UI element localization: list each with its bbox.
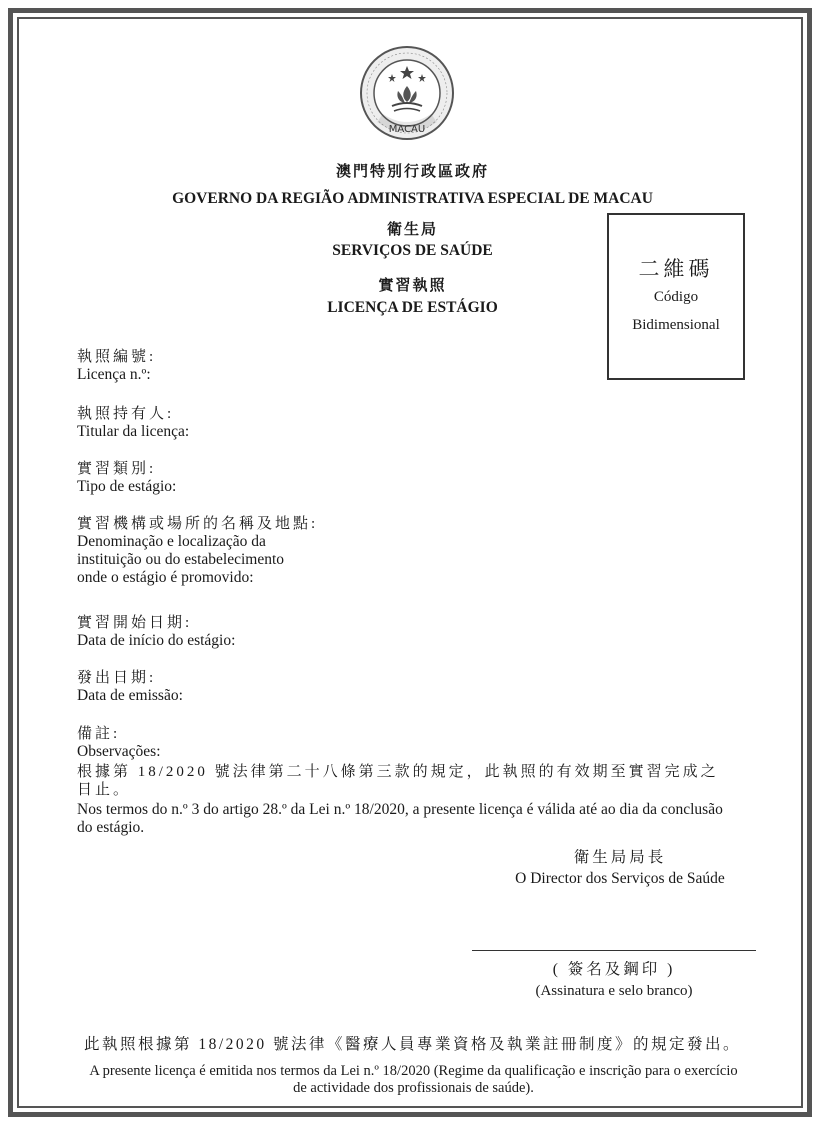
remarks-text-zh-1: 根據第 18/2020 號法律第二十八條第三款的規定，此執照的有效期至實習完成之 [77,764,719,780]
signature-line [472,950,756,951]
field-label-zh: 備註: [77,726,121,742]
field-label-pt: Data de emissão: [77,687,183,704]
field-issue-date [77,669,183,705]
field-internship-type [77,460,176,496]
remarks-text-pt-1: Nos termos do n.º 3 do artigo 28.º da Lei n.º 18/2020, a presente licença é válida até ao dia da conclusão [77,801,723,818]
field-label-zh: 實習開始日期: [77,615,193,631]
department-name-zh: 衛生局 [386,222,438,238]
qr-code-placeholder [607,213,745,380]
qr-label-zh: 二維碼 [638,257,714,281]
field-label-pt: Tipo de estágio: [77,478,177,495]
field-start-date [77,614,235,650]
field-license-number [77,348,156,384]
signature-caption-zh: ( 簽名及鋼印 ) [552,961,676,978]
field-label-pt: Observações: [77,743,161,760]
qr-label-pt-1: Código [653,289,699,305]
macau-emblem-icon [358,44,456,142]
department-name-pt: SERVIÇOS DE SAÚDE [332,242,493,259]
legal-basis-pt-line1: A presente licença é emitida nos termos da Lei n.º 18/2020 (Regime da qualificação e inscrição para o exercício [89,1063,738,1079]
field-label-zh: 實習機構或場所的名稱及地點: [77,516,319,532]
field-label-zh: 實習類別: [77,461,157,477]
field-label-pt: Licença n.º: [77,366,151,383]
field-label-zh: 發出日期: [77,670,157,686]
field-label-pt: Titular da licença: [77,423,190,440]
field-remarks [77,725,777,837]
svg-text:MACAU: MACAU [388,124,426,135]
signatory-title [450,848,790,890]
legal-basis-pt [36,1063,791,1097]
legal-basis-zh: 此執照根據第 18/2020 號法律《醫療人員專業資格及執業註冊制度》的規定發出。 [83,1036,742,1053]
signatory-title-zh: 衛生局局長 [573,849,667,866]
legal-basis-pt-line2: de actividade dos profissionais de saúde). [293,1080,534,1096]
signatory-title-pt: O Director dos Serviços de Saúde [515,870,725,887]
field-label-pt: instituição ou do estabelecimento [77,551,285,568]
remarks-text-pt-2: do estágio. [77,819,145,836]
government-name-zh: 澳門特別行政區政府 [335,164,489,180]
remarks-text-zh-2: 日止。 [77,782,132,798]
document-title-zh: 實習執照 [378,278,447,294]
field-label-pt: Denominação e localização da [77,533,266,550]
government-name-pt: GOVERNO DA REGIÃO ADMINISTRATIVA ESPECIAL DE MACAU [172,190,653,207]
signature-caption [444,960,784,1002]
qr-label-pt-2: Bidimensional [632,317,720,333]
field-label-pt: Data de início do estágio: [77,632,236,649]
field-label-pt: onde o estágio é promovido: [77,569,254,586]
document-title-pt: LICENÇA DE ESTÁGIO [327,299,498,316]
field-institution [77,515,318,587]
field-label-zh: 執照編號: [77,349,157,365]
field-label-zh: 執照持有人: [77,406,175,422]
signature-caption-pt: (Assinatura e selo branco) [535,983,693,999]
field-license-holder [77,405,189,441]
